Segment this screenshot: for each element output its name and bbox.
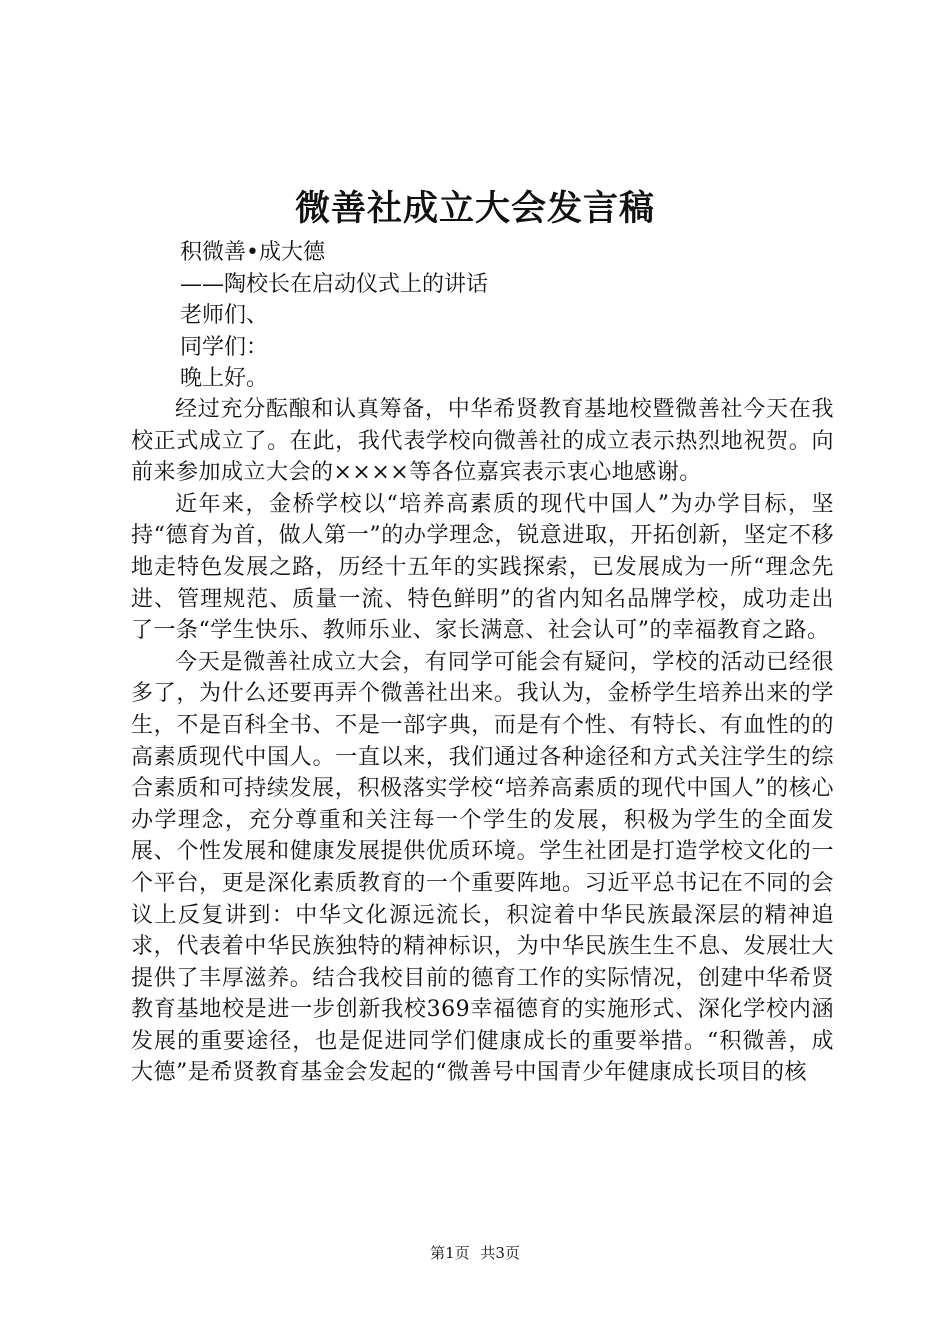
page-total: 共3页 [480, 1244, 520, 1262]
speech-body [131, 394, 834, 1089]
paragraph-1: 经过充分酝酿和认真筹备，中华希贤教育基地校暨微善社今天在我校正式成立了。在此，我代表学校向微善社的成立表示热烈地祝贺。向前来参加成立大会的××××等各位嘉宾表示衷心地感谢。 [131, 397, 834, 486]
document-title: 微善社成立大会发言稿 [294, 188, 655, 229]
speech-theme: 积微善•成大德 [180, 240, 325, 265]
greeting: 晚上好。 [180, 366, 269, 391]
speech-subtitle: ——陶校长在启动仪式上的讲话 [180, 271, 489, 297]
page-number: 第1页 [430, 1244, 470, 1262]
speech-header [180, 237, 880, 395]
salutation-teachers: 老师们、 [180, 303, 269, 328]
salutation-students: 同学们： [180, 334, 269, 360]
paragraph-2: 近年来，金桥学校以“培养高素质的现代中国人”为办学目标，坚持“德育为首，做人第一”的办学理念，锐意进取，开拓创新，坚定不移地走特色发展之路，历经十五年的实践探索，已发展成为一所“理念先进、管理规范、质量一流、特色鲜明”的省内知名品牌学校，成功走出了一条“学生快乐、教师乐业、家长满意、社会认可”的幸福教育之路。 [131, 491, 834, 644]
paragraph-3: 今天是微善社成立大会，有同学可能会有疑问，学校的活动已经很多了，为什么还要再弄个微善社出来。我认为，金桥学生培养出来的学生，不是百科全书、不是一部字典，而是有个性、有特长、有血性的的高素质现代中国人。一直以来，我们通过各种途径和方式关注学生的综合素质和可持续发展，积极落实学校“培养高素质的现代中国人”的核心办学理念，充分尊重和关注每一个学生的发展，积极为学生的全面发展、个性发展和健康发展提供优质环境。学生社团是打造学校文化的一个平台，更是深化素质教育的一个重要阵地。习近平总书记在不同的会议上反复讲到：中华文化源远流长，积淀着中华民族最深层的精神追求，代表着中华民族独特的精神标识，为中华民族生生不息、发展壮大提供了丰厚滋养。结合我校目前的德育工作的实际情况，创建中华希贤教育基地校是进一步创新我校369幸福德育的实施形式、深化学校内涵发展的重要途径，也是促进同学们健康成长的重要举措。“积微善，成大德”是希贤教育基金会发起的“微善号中国青少年健康成长项目的核 [131, 649, 834, 1086]
page-footer [0, 1242, 950, 1264]
